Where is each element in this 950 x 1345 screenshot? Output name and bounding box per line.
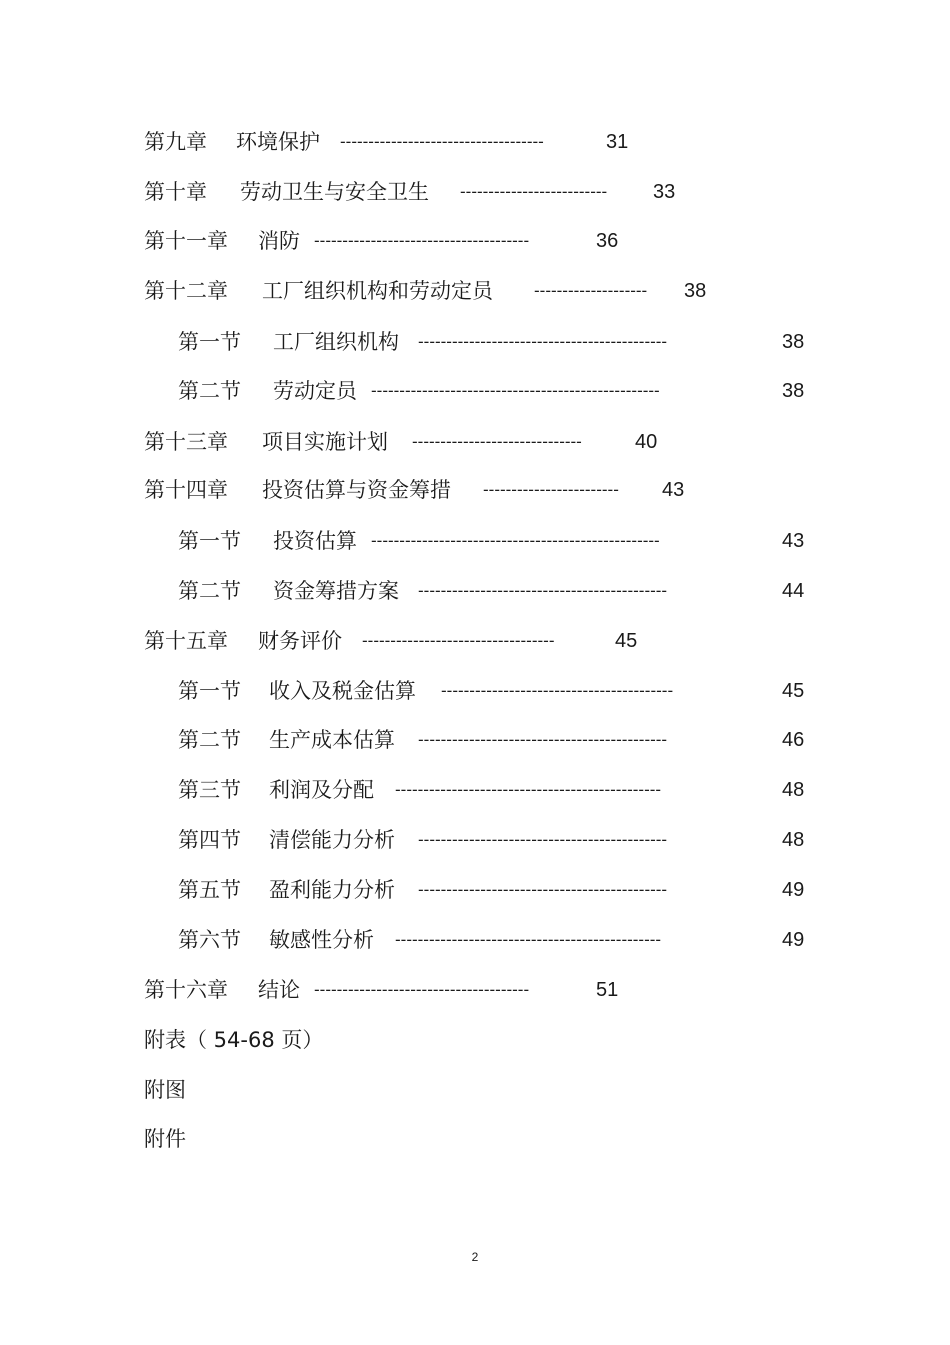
appendix-tables-label: 附表（ 54-68 页） [144, 1028, 324, 1052]
toc-entry-chapter-11[interactable] [144, 226, 644, 256]
section-label: 第一节 [178, 330, 241, 354]
section-title: 利润及分配 [269, 778, 374, 802]
toc-entry-section[interactable] [178, 775, 818, 805]
toc-entry-section[interactable] [178, 725, 818, 755]
page-ref: 43 [782, 530, 805, 552]
dot-leader: --------------------------------------------------- [371, 531, 660, 550]
toc-entry-chapter-12[interactable] [144, 276, 724, 306]
page-ref: 49 [782, 879, 805, 901]
section-label: 第二节 [178, 379, 241, 403]
dot-leader: ----------------------------------------------- [395, 930, 662, 949]
chapter-title: 环境保护 [236, 130, 320, 154]
toc-entry-chapter-15[interactable] [144, 626, 664, 656]
section-label: 第一节 [178, 529, 241, 553]
chapter-label: 第十一章 [144, 229, 228, 253]
page-ref: 43 [662, 479, 685, 501]
chapter-title: 项目实施计划 [262, 430, 388, 454]
page-ref: 38 [684, 280, 707, 302]
toc-entry-section[interactable] [178, 925, 818, 955]
chapter-title: 劳动卫生与安全卫生 [240, 180, 429, 204]
section-title: 清偿能力分析 [269, 828, 395, 852]
chapter-label: 第十三章 [144, 430, 228, 454]
page-ref: 49 [782, 929, 805, 951]
page-ref: 40 [635, 431, 658, 453]
page-ref: 45 [782, 680, 805, 702]
toc-entry-chapter-10[interactable] [144, 177, 694, 207]
section-label: 第一节 [178, 679, 241, 703]
page-ref: 44 [782, 580, 805, 602]
section-title: 资金筹措方案 [273, 579, 399, 603]
chapter-label: 第十六章 [144, 978, 228, 1002]
dot-leader: --------------------------------------------------- [371, 381, 660, 400]
dot-leader: -------------------------------------------- [418, 581, 668, 600]
toc-entry-chapter-14[interactable] [144, 475, 704, 505]
dot-leader: -------------------------------------- [314, 231, 530, 250]
page-ref: 48 [782, 779, 805, 801]
dot-leader: -------------------- [534, 281, 648, 300]
chapter-label: 第十章 [144, 180, 207, 204]
page-ref: 46 [782, 729, 805, 751]
toc-entry-section[interactable] [178, 825, 818, 855]
toc-entry-attachments[interactable] [144, 1124, 344, 1154]
toc-entry-chapter-13[interactable] [144, 427, 674, 457]
chapter-label: 第十四章 [144, 478, 228, 502]
chapter-title: 工厂组织机构和劳动定员 [262, 279, 493, 303]
appendix-figures-label: 附图 [144, 1078, 186, 1102]
page-ref: 38 [782, 331, 805, 353]
section-label: 第二节 [178, 728, 241, 752]
toc-entry-section[interactable] [178, 676, 818, 706]
toc-entry-section[interactable] [178, 376, 818, 406]
dot-leader: ------------------------------ [412, 432, 582, 451]
chapter-title: 财务评价 [258, 629, 342, 653]
dot-leader: -------------------------------------- [314, 980, 530, 999]
section-title: 收入及税金估算 [269, 679, 416, 703]
chapter-label: 第十二章 [144, 279, 228, 303]
dot-leader: -------------------------------------------- [418, 730, 668, 749]
page-ref: 36 [596, 230, 619, 252]
toc-entry-section[interactable] [178, 875, 818, 905]
section-title: 盈利能力分析 [269, 878, 395, 902]
dot-leader: ------------------------------------ [340, 132, 544, 151]
dot-leader: -------------------------- [460, 182, 608, 201]
dot-leader: ----------------------------------------- [441, 681, 674, 700]
section-title: 投资估算 [273, 529, 357, 553]
page-ref: 31 [606, 131, 629, 153]
section-title: 生产成本估算 [269, 728, 395, 752]
toc-entry-appendix-tables[interactable] [144, 1025, 444, 1055]
toc-entry-section[interactable] [178, 576, 818, 606]
section-label: 第六节 [178, 928, 241, 952]
toc-entry-section[interactable] [178, 327, 818, 357]
toc-entry-chapter-9[interactable] [144, 127, 644, 157]
chapter-title: 消防 [258, 229, 300, 253]
page-ref: 45 [615, 630, 638, 652]
toc-entry-chapter-16[interactable] [144, 975, 644, 1005]
page-ref: 51 [596, 979, 619, 1001]
dot-leader: -------------------------------------------- [418, 880, 668, 899]
section-label: 第三节 [178, 778, 241, 802]
chapter-title: 结论 [258, 978, 300, 1002]
dot-leader: ----------------------------------------------- [395, 780, 662, 799]
dot-leader: -------------------------------------------- [418, 830, 668, 849]
toc-entry-section[interactable] [178, 526, 818, 556]
section-title: 劳动定员 [273, 379, 357, 403]
chapter-label: 第十五章 [144, 629, 228, 653]
chapter-title: 投资估算与资金筹措 [262, 478, 451, 502]
chapter-label: 第九章 [144, 130, 207, 154]
section-label: 第二节 [178, 579, 241, 603]
section-title: 敏感性分析 [269, 928, 374, 952]
section-label: 第四节 [178, 828, 241, 852]
dot-leader: -------------------------------------------- [418, 332, 668, 351]
page-ref: 48 [782, 829, 805, 851]
toc-entry-appendix-figures[interactable] [144, 1075, 344, 1105]
page-ref: 33 [653, 181, 676, 203]
section-label: 第五节 [178, 878, 241, 902]
attachments-label: 附件 [144, 1127, 186, 1151]
page-number: 2 [471, 1250, 479, 1264]
dot-leader: ------------------------ [483, 480, 619, 499]
section-title: 工厂组织机构 [273, 330, 399, 354]
page-ref: 38 [782, 380, 805, 402]
dot-leader: ---------------------------------- [362, 631, 555, 650]
